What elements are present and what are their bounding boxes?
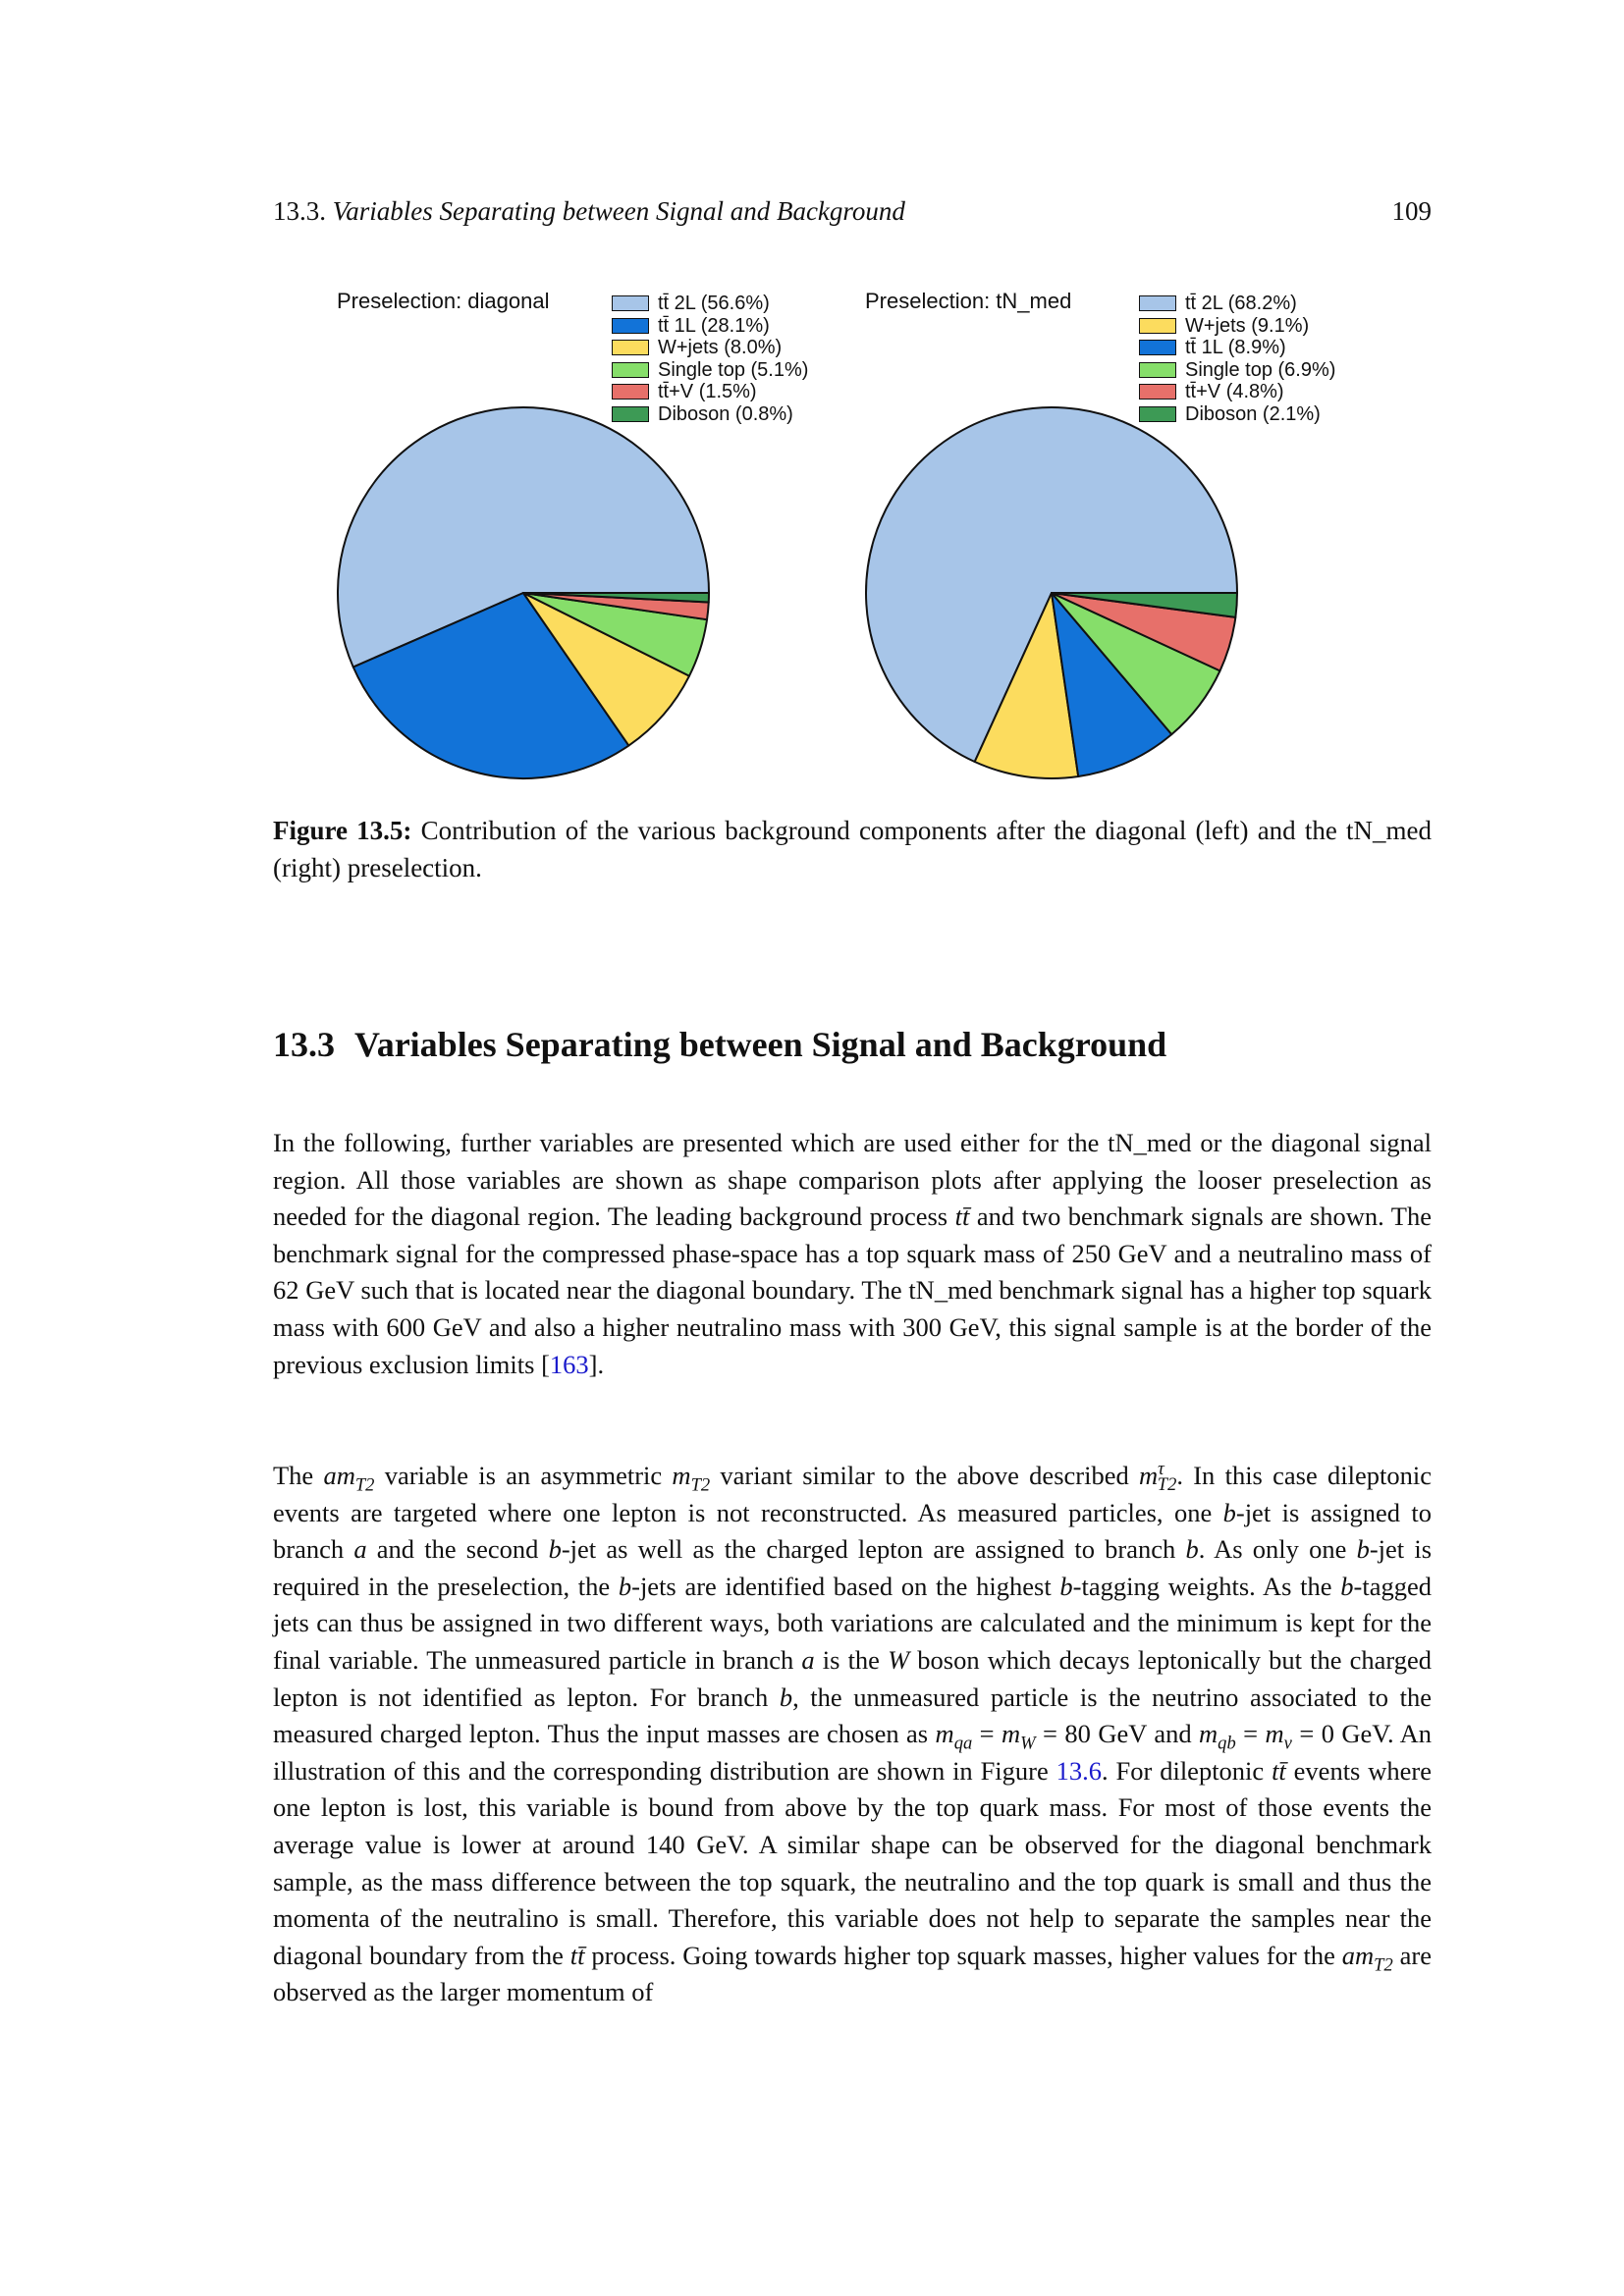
figure-caption [273,812,1432,886]
legend-item [1139,403,1335,426]
section-title: Variables Separating between Signal and Background [354,1025,1167,1064]
legend-label: tt̄ 2L (56.6%) [658,293,770,314]
figure-caption-text: Contribution of the various background components after the diagonal (left) and the tN_med (right) preselection. [273,816,1433,882]
legend-swatch [1139,384,1176,400]
legend-label: W+jets (8.0%) [658,337,783,358]
page-number: 109 [1391,196,1432,226]
legend-item [1139,359,1335,382]
legend-label: tt̄ 2L (68.2%) [1185,293,1297,314]
legend-swatch [612,384,649,400]
legend-diagonal [612,293,808,425]
chart-title-diagonal: Preselection: diagonal [337,289,550,313]
figure-reference-link[interactable]: 13.6 [1056,1755,1103,1786]
paragraph-2: The $am_{T2}$ variable is an asymmetric $m_{T2}$ variant similar to the above described $m^\tau_{T2}$. In this case dileptonic events are targeted where one lepton is not reconstructed. As measured particles, one b-jet is assigned to branch a and the second b-jet as well as the charged lepton are assigned to branch b. As only one b-jet is required in the preselection, the b-jets are identified based on the highest b-tagging weights. As the b-tagged jets can thus be assigned in two different ways, both variations are calculated and the minimum is kept for the final variable. The unmeasured particle in branch a is the W boson which decays leptonically but the charged lepton is not identified as lepton. For branch b, the unmeasured particle is the neutrino associated to the measured charged lepton. Thus the input masses are chosen as $m_{qa} = m_W = 80$ GeV and $m_{qb} = m_\nu = 0$ GeV. An illustration of this and the corresponding distribution are shown in Figure 13.6. For dileptonic tt̄ events where one lepton is lost, this variable is bound from above by the top quark mass. For most of those events the average value is lower at around 140 GeV. A similar shape can be observed for the diagonal benchmark sample, as the mass difference between the top squark, the neutralino and the top quark is small and thus the momenta of the neutralino is small. Therefore, this variable does not help to separate the samples near the diagonal boundary from the tt̄ process. Going towards higher top squark masses, higher values for the $am_{T2}$ are observed as the larger momentum of [273,1459,1433,2007]
section-heading [273,1024,1166,1065]
legend-swatch [1139,406,1176,422]
chart-title-tn-med: Preselection: tN_med [865,289,1072,313]
legend-swatch [612,318,649,334]
legend-swatch [612,295,649,311]
legend-label: Diboson (0.8%) [658,402,793,425]
legend-label: tt̄ 1L (8.9%) [1185,337,1286,358]
legend-item [1139,337,1335,359]
legend-item [1139,315,1335,338]
legend-tn-med [1139,293,1335,425]
legend-swatch [1139,362,1176,378]
figure-label: Figure 13.5: [273,816,412,845]
legend-item [612,403,808,426]
legend-label: tt̄+V (4.8%) [1185,381,1284,402]
citation-link[interactable]: 163 [549,1349,589,1379]
paragraph-1: In the following, further variables are presented which are used either for the tN_med or the diagonal signal region. All those variables are shown as shape comparison plots after applying the looser preselection as needed for the diagonal region. The leading background process tt̄ and two benchmark signals are shown. The benchmark signal for the compressed phase-space has a top squark mass of 250 GeV and a neutralino mass of 62 GeV such that is located near the diagonal boundary. The tN_med benchmark signal has a higher top squark mass with 600 GeV and also a higher neutralino mass with 300 GeV, this signal sample is at the border of the previous exclusion limits [163]. [273,1128,1432,1379]
legend-swatch [1139,295,1176,311]
legend-item [612,315,808,338]
legend-item [612,337,808,359]
legend-swatch [612,406,649,422]
pie-chart-diagonal [273,275,823,785]
legend-label: Diboson (2.1%) [1185,402,1321,425]
legend-label: Single top (6.9%) [1185,358,1336,381]
legend-item [1139,293,1335,315]
legend-swatch [612,362,649,378]
legend-item [1139,381,1335,403]
legend-swatch [1139,318,1176,334]
running-head [273,196,1432,236]
legend-item [612,381,808,403]
figure-13-5 [273,275,1432,785]
legend-swatch [612,340,649,355]
pie-chart-tn-med [801,275,1351,785]
legend-item [612,293,808,315]
legend-label: tt̄ 1L (28.1%) [658,314,770,337]
legend-label: Single top (5.1%) [658,358,809,381]
legend-label: W+jets (9.1%) [1185,314,1310,337]
section-number: 13.3 [273,1025,335,1064]
legend-swatch [1139,340,1176,355]
running-head-title: 13.3. Variables Separating between Signal and Background [273,196,905,226]
legend-item [612,359,808,382]
legend-label: tt̄+V (1.5%) [658,381,757,402]
